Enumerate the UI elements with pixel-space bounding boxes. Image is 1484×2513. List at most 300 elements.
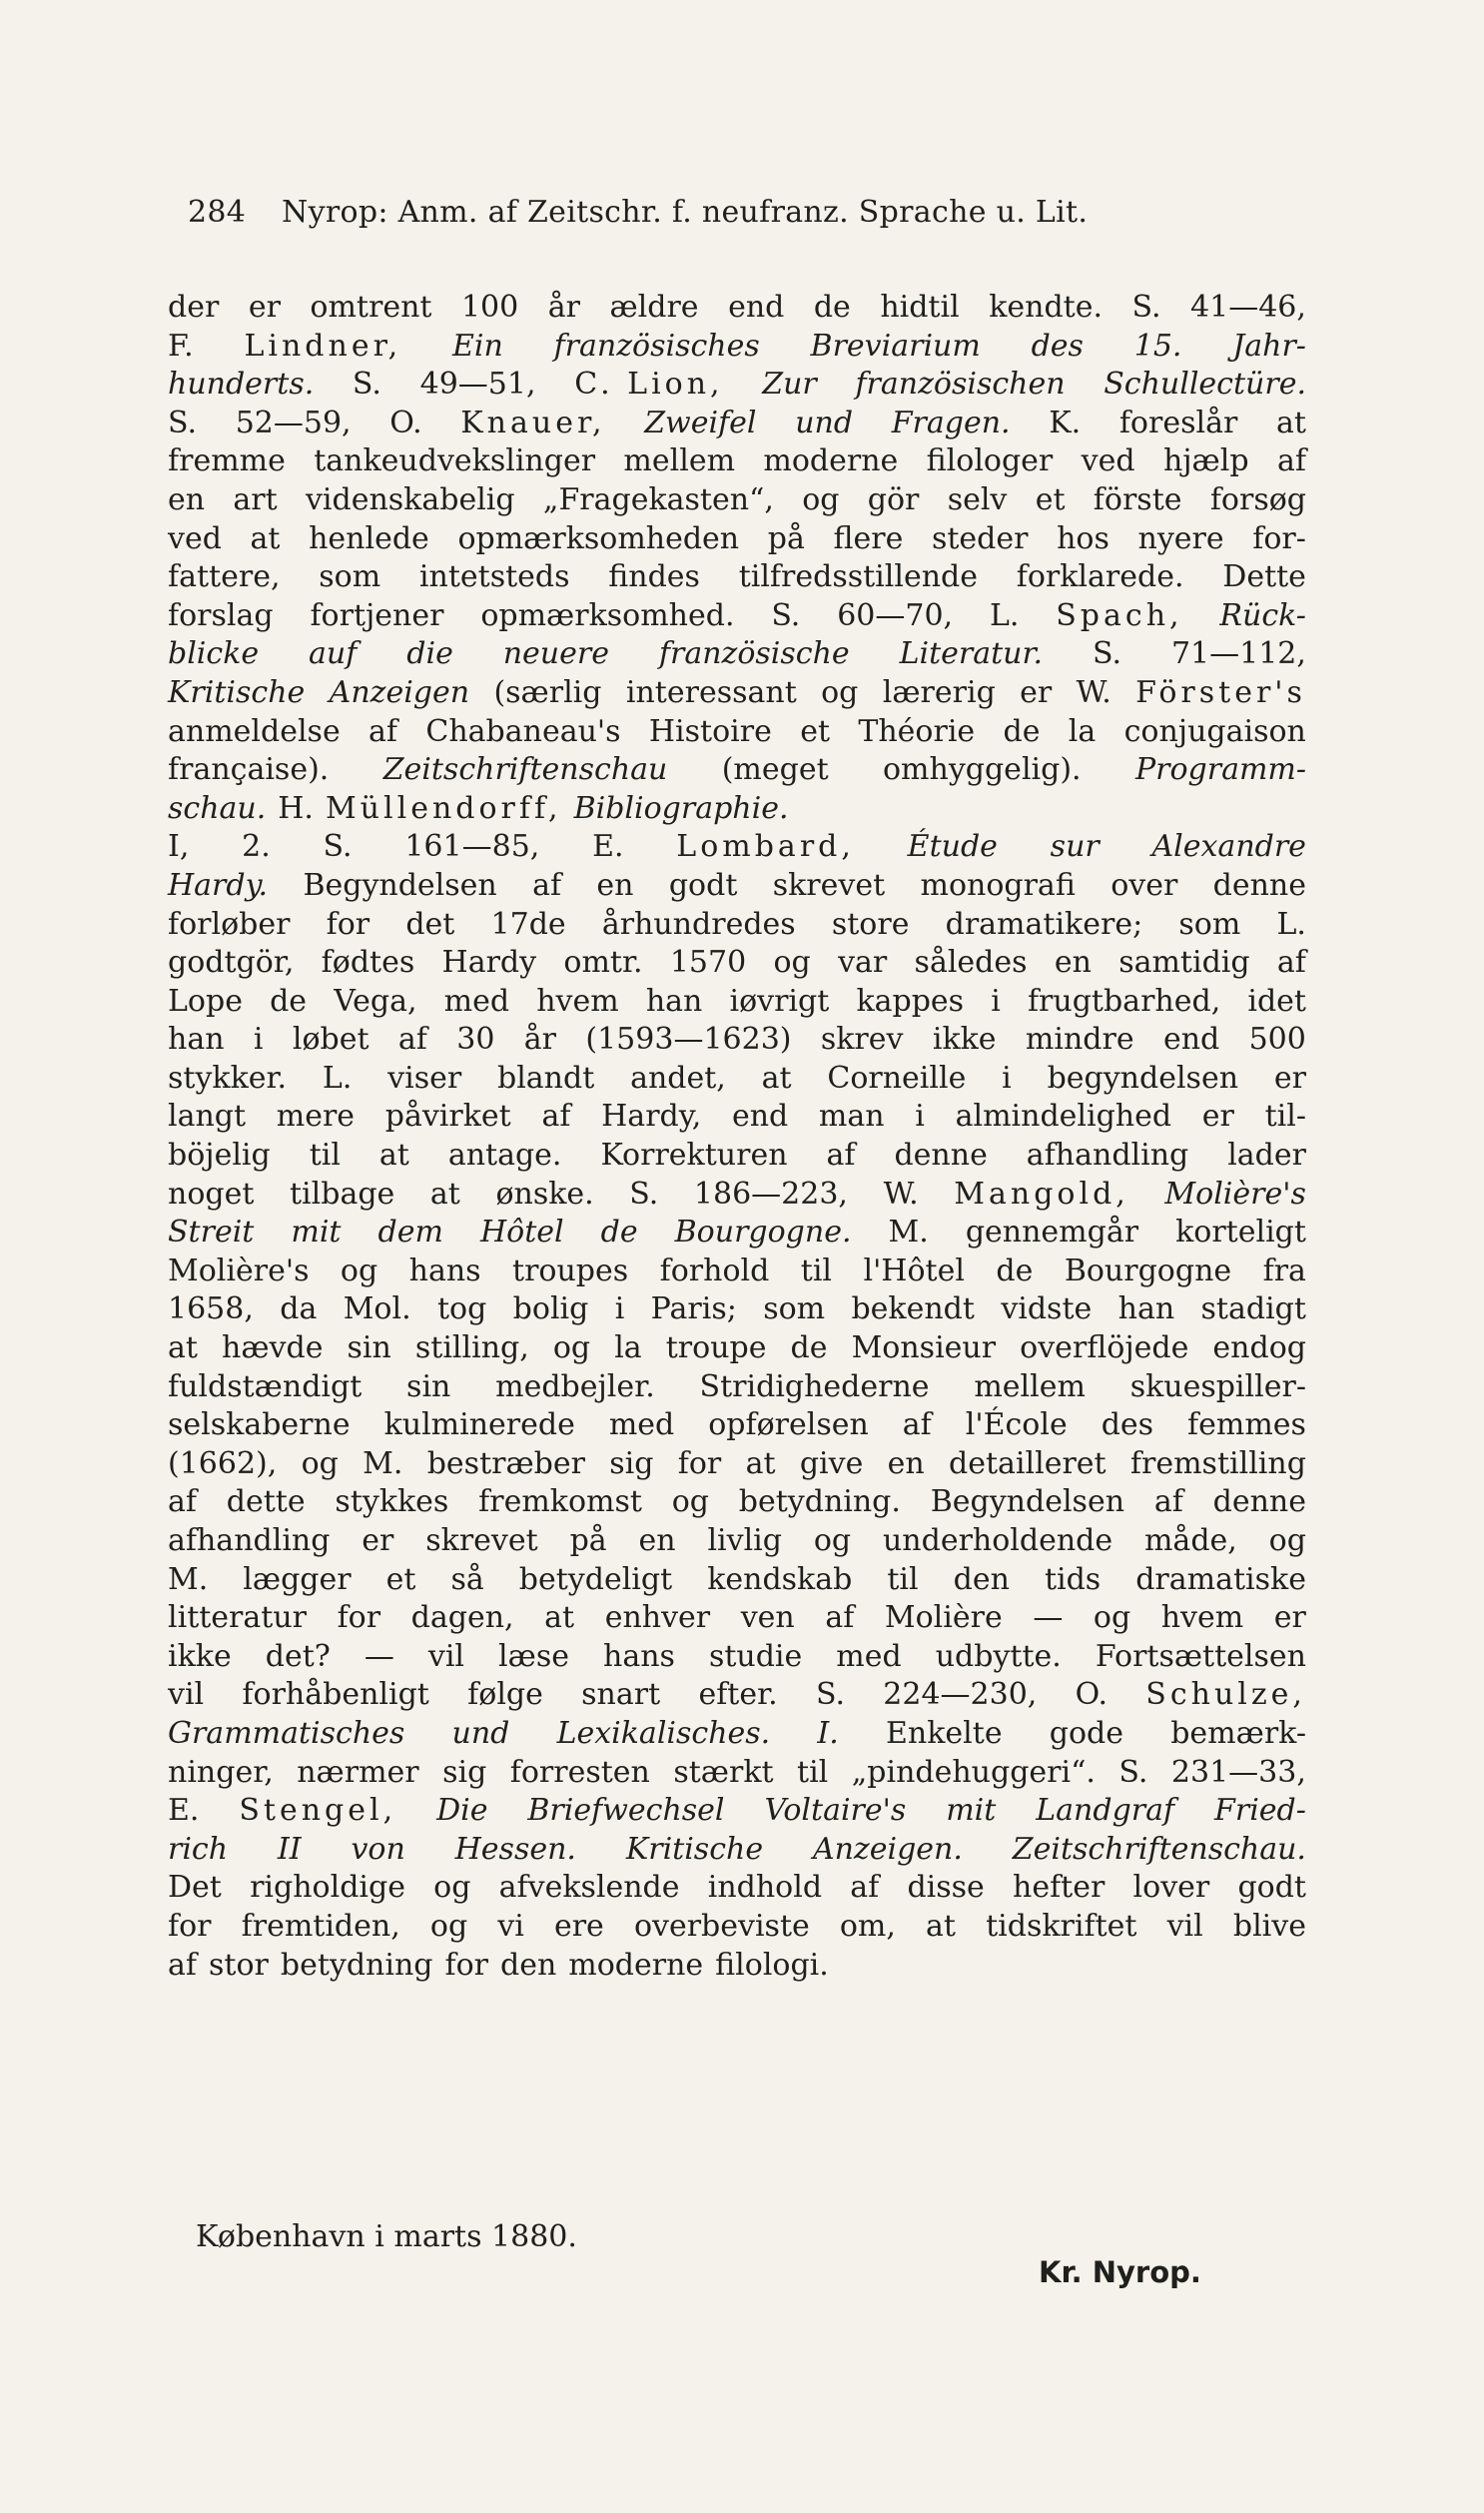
word: opmærksomhed.	[480, 597, 735, 633]
word: française).	[168, 752, 330, 788]
word: K.	[1049, 405, 1082, 440]
word: Fragen.	[891, 405, 1011, 440]
word: afvekslende	[498, 1870, 680, 1906]
word: findes	[608, 559, 700, 595]
word: afhandling	[168, 1523, 331, 1558]
word: snart	[581, 1677, 661, 1713]
word: Müllendorff,	[325, 790, 562, 826]
word: til	[309, 1138, 341, 1174]
word: en	[638, 1523, 676, 1558]
word: de	[813, 290, 851, 325]
word: ved	[168, 520, 222, 556]
word: af	[902, 1407, 932, 1443]
text-line	[168, 482, 1306, 521]
word: ønske.	[495, 1176, 594, 1212]
word: lærerig	[882, 674, 996, 710]
word: end	[728, 290, 785, 325]
word: C. Lion,	[574, 367, 724, 403]
word: med	[608, 1407, 675, 1443]
word: fremkomst	[478, 1484, 642, 1520]
word: fremme	[168, 443, 286, 479]
word: at	[544, 1600, 575, 1636]
word: mit	[291, 1215, 342, 1251]
word: mellem	[974, 1368, 1086, 1404]
word: 71—112,	[1170, 636, 1306, 672]
word: for	[168, 1908, 212, 1944]
word: mit	[946, 1793, 997, 1829]
word: forløber	[168, 906, 291, 942]
word: Hôtel	[479, 1215, 564, 1251]
word: er	[362, 1523, 394, 1558]
word: og	[773, 945, 811, 981]
word: betydeligt	[518, 1561, 673, 1597]
word: og	[813, 1523, 852, 1558]
word: Paris;	[650, 1291, 737, 1327]
page-number: 284	[188, 195, 247, 230]
word: und	[795, 405, 854, 440]
word: frugtbarhed,	[1027, 983, 1221, 1019]
word: 161—85,	[404, 829, 540, 865]
word: sin	[406, 1368, 451, 1404]
word: Breviarium	[810, 328, 981, 364]
word: stykkes	[335, 1484, 449, 1520]
word: L.	[322, 1060, 353, 1096]
word: M.	[888, 1215, 929, 1251]
word: Anzeigen	[329, 674, 470, 710]
word: langt	[168, 1099, 247, 1135]
word: hvem	[536, 983, 619, 1019]
word: betydning	[280, 1947, 433, 1983]
word: var	[838, 945, 888, 981]
word: Chabaneau's	[425, 713, 621, 749]
word: des	[1031, 328, 1084, 364]
word: mere	[276, 1099, 356, 1135]
text-line	[168, 1099, 1306, 1138]
word: Zeitschriftenschau.	[1012, 1831, 1306, 1867]
word: som	[763, 1291, 826, 1327]
word: Stengel,	[239, 1793, 397, 1829]
word: en	[1054, 945, 1092, 981]
text-line	[168, 1369, 1306, 1408]
word: E.	[592, 829, 624, 865]
word: af	[1276, 945, 1306, 981]
word: i	[991, 983, 1001, 1019]
word: end	[1162, 1022, 1220, 1058]
word: tog	[436, 1291, 487, 1327]
word: Dette	[1222, 559, 1306, 595]
word: store	[831, 906, 910, 942]
word: M.	[363, 1445, 403, 1481]
word: selv	[947, 481, 1008, 517]
word: —	[364, 1638, 394, 1674]
word: skrevet	[425, 1523, 538, 1558]
word: ældre	[609, 290, 699, 325]
word: vil	[168, 1677, 205, 1713]
text-line	[168, 636, 1306, 675]
word: de	[270, 983, 308, 1019]
word: endog	[1212, 1330, 1306, 1366]
word: efter.	[698, 1677, 778, 1713]
word: af	[168, 1484, 197, 1520]
text-line	[168, 443, 1306, 482]
word: skrevet	[772, 867, 886, 903]
word: von	[351, 1831, 405, 1867]
word: Mol.	[343, 1291, 411, 1327]
text-line	[168, 1330, 1306, 1369]
word: kendte.	[989, 290, 1103, 325]
word: Zeitschriftenschau	[382, 752, 668, 788]
word: ven	[740, 1600, 795, 1636]
word: betydning.	[738, 1484, 901, 1520]
word: litteratur	[168, 1600, 307, 1636]
word: I.	[817, 1715, 839, 1751]
word: omtrent	[310, 290, 432, 325]
word: for	[444, 1947, 488, 1983]
word: til-	[1264, 1099, 1306, 1135]
word: S.	[629, 1176, 659, 1212]
word: han	[645, 983, 703, 1019]
word: tankeudvekslinger	[314, 443, 596, 479]
word: Lope	[168, 983, 243, 1019]
word: denne	[1212, 1484, 1306, 1520]
word: fremstilling	[1129, 1445, 1306, 1481]
word: forklarede.	[1016, 559, 1184, 595]
word: monografi	[920, 867, 1076, 903]
text-line	[168, 1909, 1306, 1948]
word: forhold	[659, 1253, 770, 1288]
word: art	[233, 481, 278, 517]
word: und	[451, 1715, 510, 1751]
word: Kritische	[168, 674, 306, 710]
word: 231—33,	[1170, 1754, 1306, 1790]
word: dramatikere;	[945, 906, 1143, 942]
word: godt	[668, 867, 738, 903]
word: steder	[931, 520, 1029, 556]
word: Det	[168, 1870, 222, 1906]
word: S.	[1131, 290, 1161, 325]
word: vil	[1166, 1908, 1203, 1944]
word: O.	[1075, 1677, 1108, 1713]
word: af	[1276, 443, 1306, 479]
word: underholdende	[882, 1523, 1113, 1558]
word: år	[523, 1022, 557, 1058]
word: Zweifel	[644, 405, 757, 440]
word: femmes	[1187, 1407, 1306, 1443]
word: opmærksomheden	[457, 520, 740, 556]
word: S.	[323, 829, 353, 865]
word: da	[280, 1291, 318, 1327]
word: gode	[1049, 1715, 1124, 1751]
word: hvem	[1160, 1600, 1244, 1636]
word: ikke	[168, 1638, 232, 1674]
word: iøvrigt	[729, 983, 830, 1019]
word: skuespiller-	[1129, 1368, 1306, 1404]
word: sin	[347, 1330, 391, 1366]
text-line	[168, 1639, 1306, 1678]
text-line	[168, 559, 1306, 598]
word: Fried-	[1214, 1793, 1306, 1829]
word: som	[1178, 906, 1241, 942]
word: omhyggelig).	[883, 752, 1082, 788]
word: fra	[1262, 1253, 1306, 1288]
text-line	[168, 521, 1306, 560]
word: sig	[442, 1754, 487, 1790]
word: et	[800, 713, 830, 749]
word: livlig	[707, 1523, 782, 1558]
word: kulminerede	[383, 1407, 575, 1443]
word: på	[767, 520, 805, 556]
word: et	[385, 1561, 416, 1597]
word: französische	[658, 636, 850, 672]
word: udbytte.	[935, 1638, 1062, 1674]
text-line	[168, 406, 1306, 444]
word: i	[1002, 1060, 1012, 1096]
word: for	[677, 1445, 722, 1481]
word: bemærk-	[1170, 1715, 1306, 1751]
word: Spach,	[1056, 597, 1183, 633]
word: Bourgogne	[1064, 1253, 1232, 1288]
word: stadigt	[1200, 1291, 1306, 1327]
text-line	[168, 1755, 1306, 1794]
word: französisches	[553, 328, 760, 364]
word: enhver	[604, 1600, 711, 1636]
word: Molière	[884, 1600, 1003, 1636]
word: S.	[1118, 1754, 1148, 1790]
word: er	[1201, 1099, 1234, 1135]
word: Kritische	[625, 1831, 764, 1867]
word: ved	[1081, 443, 1135, 479]
word: moderne	[763, 443, 899, 479]
word: Fortsættelsen	[1095, 1638, 1306, 1674]
word: 17de	[490, 906, 566, 942]
word: bestræber	[426, 1445, 585, 1481]
word: læse	[498, 1638, 569, 1674]
word: og	[821, 674, 859, 710]
word: år	[547, 290, 580, 325]
word: overflöjede	[1020, 1330, 1189, 1366]
word: vil	[427, 1638, 465, 1674]
word: kappes	[856, 983, 965, 1019]
word: detailleret	[949, 1445, 1107, 1481]
word: blandt	[497, 1060, 595, 1096]
word: flere	[833, 520, 904, 556]
text-line	[168, 1215, 1306, 1254]
word: vi	[497, 1908, 524, 1944]
word: la	[1068, 713, 1097, 749]
word: Briefwechsel	[527, 1793, 725, 1829]
word: på	[569, 1523, 607, 1558]
word: Lexikalisches.	[556, 1715, 771, 1751]
word: dem	[377, 1215, 443, 1251]
text-line	[168, 1407, 1306, 1446]
text-line	[168, 1562, 1306, 1601]
word: rich	[168, 1831, 229, 1867]
word: så	[450, 1561, 484, 1597]
text-line	[168, 1677, 1306, 1716]
word: Die	[436, 1793, 488, 1829]
word: der	[168, 290, 220, 325]
word: og	[429, 1908, 468, 1944]
word: man	[818, 1099, 885, 1135]
word: Programm-	[1134, 752, 1306, 788]
word: Ein	[451, 328, 503, 364]
word: at	[761, 1060, 792, 1096]
word: lægger	[243, 1561, 352, 1597]
word: en	[596, 867, 634, 903]
word: henlede	[309, 520, 429, 556]
word: til	[800, 1253, 833, 1288]
word: die	[406, 636, 453, 672]
word: (1593—1623)	[585, 1022, 792, 1058]
word: Schullectüre.	[1104, 367, 1306, 403]
word: Bourgogne.	[674, 1215, 852, 1251]
word: det	[405, 906, 455, 942]
word: troupe	[665, 1330, 767, 1366]
word: lover	[1132, 1870, 1210, 1906]
word: sig	[609, 1445, 654, 1481]
word: des	[1101, 1407, 1154, 1443]
word: for	[326, 906, 371, 942]
word: Jahr-	[1232, 328, 1306, 364]
word: dagen,	[410, 1600, 514, 1636]
word: ere	[553, 1908, 604, 1944]
text-line	[168, 1948, 1306, 1987]
word: Molière's	[168, 1253, 310, 1288]
word: påvirket	[384, 1099, 511, 1135]
word: således	[914, 945, 1028, 981]
word: måde,	[1143, 1523, 1237, 1558]
word: l'École	[965, 1407, 1068, 1443]
author-signature: Kr. Nyrop.	[1039, 2255, 1201, 2289]
word: förste	[1093, 481, 1182, 517]
word: Bibliographie.	[573, 790, 789, 826]
word: mindre	[1025, 1022, 1134, 1058]
word: det?	[265, 1638, 331, 1674]
word: (meget	[721, 752, 829, 788]
word: Voltaire's	[764, 1793, 907, 1829]
word: interessant	[625, 674, 797, 710]
word: og	[552, 1330, 591, 1366]
word: de	[1003, 713, 1041, 749]
text-line	[168, 329, 1306, 368]
word: ikke	[932, 1022, 997, 1058]
text-line	[168, 1138, 1306, 1177]
word: französischen	[855, 367, 1066, 403]
word: videnskabelig	[305, 481, 515, 517]
text-line	[168, 945, 1306, 984]
word: løbet	[292, 1022, 370, 1058]
word: Vega,	[334, 983, 417, 1019]
word: og	[1093, 1600, 1131, 1636]
word: anmeldelse	[168, 713, 341, 749]
word: til	[797, 1754, 829, 1790]
word: korteligt	[1175, 1215, 1306, 1251]
word: som	[319, 559, 381, 595]
word: S.	[815, 1677, 845, 1713]
word: 30	[456, 1022, 495, 1058]
word: blive	[1232, 1908, 1306, 1944]
word: han	[1117, 1291, 1175, 1327]
word: med	[836, 1638, 902, 1674]
word: Hardy	[441, 945, 537, 981]
word: de	[996, 1253, 1034, 1288]
word: medbejler.	[495, 1368, 655, 1404]
text-line	[168, 1716, 1306, 1755]
word: at	[1275, 405, 1306, 440]
word: Corneille	[827, 1060, 967, 1096]
word: stilling,	[414, 1330, 529, 1366]
word: århundredes	[601, 906, 796, 942]
text-line	[168, 752, 1306, 791]
word: 15.	[1133, 328, 1182, 364]
word: over	[1111, 867, 1178, 903]
word: S.	[1093, 636, 1122, 672]
word: antage.	[447, 1138, 562, 1174]
word: i	[253, 1022, 264, 1058]
word: og	[1268, 1523, 1306, 1558]
word: og	[433, 1870, 471, 1906]
word: neuere	[502, 636, 609, 672]
word: hefter	[1013, 1870, 1106, 1906]
body-text	[168, 290, 1306, 1986]
word: stor	[209, 1947, 269, 1983]
word: end	[731, 1099, 789, 1135]
word: blicke	[168, 636, 260, 672]
text-line	[168, 1022, 1306, 1061]
word: Streit	[168, 1215, 255, 1251]
word: l'Hôtel	[863, 1253, 965, 1288]
text-line	[168, 868, 1306, 907]
word: (særlig	[493, 674, 602, 710]
word: Lindner,	[244, 328, 402, 364]
text-line	[168, 1446, 1306, 1485]
word: Zur	[762, 367, 817, 403]
word: gennemgår	[965, 1215, 1139, 1251]
word: Alexandre	[1151, 829, 1306, 865]
text-line	[168, 1061, 1306, 1100]
word: stærkt	[673, 1754, 774, 1790]
word: böjelig	[168, 1138, 271, 1174]
word: troupes	[512, 1253, 629, 1288]
word: hans	[408, 1253, 481, 1288]
word: opførelsen	[708, 1407, 869, 1443]
word: S.	[771, 597, 801, 633]
word: Begyndelsen	[930, 1484, 1125, 1520]
word: la	[614, 1330, 642, 1366]
word: Étude	[907, 829, 998, 865]
word: forslag	[168, 597, 274, 633]
word: bekendt	[851, 1291, 975, 1327]
word: følge	[467, 1677, 543, 1713]
word: intetsteds	[418, 559, 570, 595]
word: tidskriftet	[986, 1908, 1137, 1944]
word: studie	[708, 1638, 803, 1674]
word: 52—59,	[235, 405, 352, 440]
word: den	[953, 1561, 1010, 1597]
closing-place-date: København i marts 1880.	[196, 2219, 577, 2254]
word: er	[248, 290, 281, 325]
word: og	[802, 481, 840, 517]
word: den	[499, 1947, 557, 1983]
word: overbeviste	[633, 1908, 810, 1944]
word: fuldstændigt	[168, 1368, 363, 1404]
word: for	[337, 1600, 381, 1636]
word: II	[277, 1831, 302, 1867]
word: godt	[1237, 1870, 1306, 1906]
word: hans	[603, 1638, 675, 1674]
word: ninger,	[168, 1754, 274, 1790]
word: fortjener	[310, 597, 444, 633]
